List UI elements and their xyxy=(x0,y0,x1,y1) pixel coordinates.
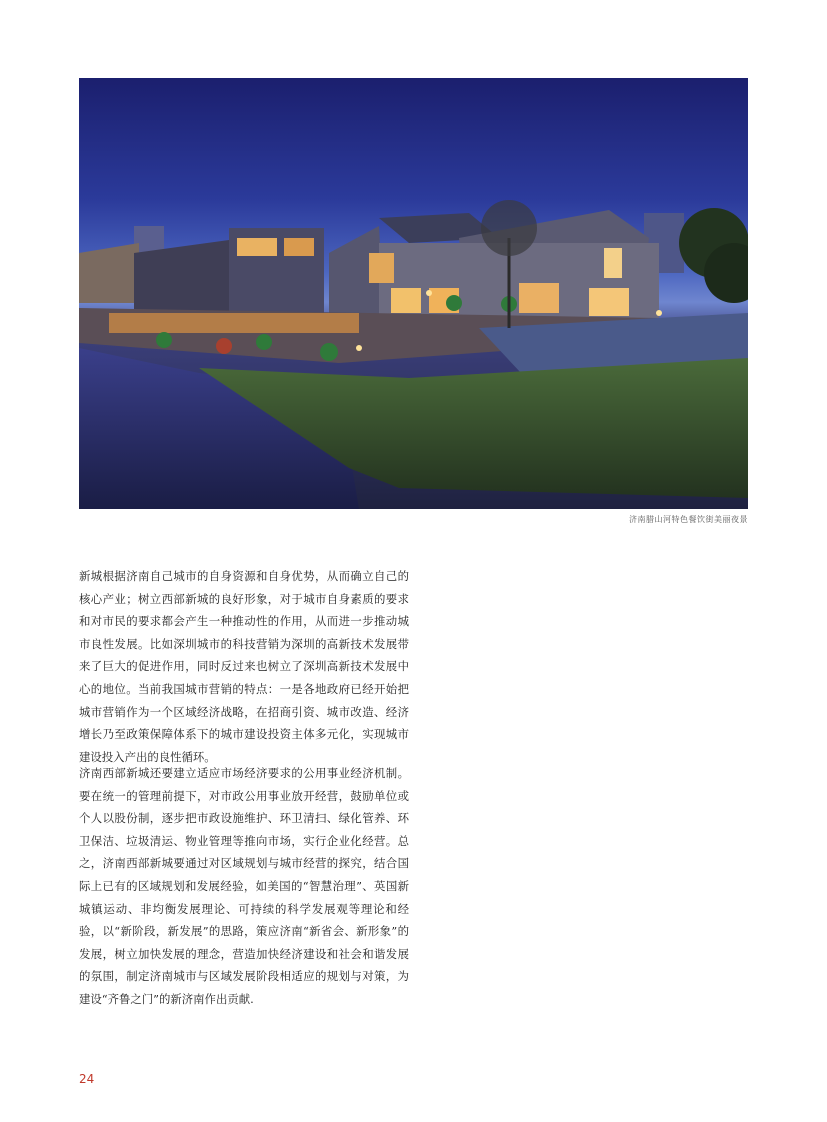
photo-caption: 济南腊山河特色餐饮街美丽夜景 xyxy=(629,515,748,524)
body-text-block-1 xyxy=(79,565,409,768)
night-street-photo xyxy=(79,78,748,509)
paragraph-1: 新城根据济南自己城市的自身资源和自身优势，从而确立自己的核心产业；树立西部新城的良好形象，对于城市自身素质的要求和对市民的要求都会产生一种推动性的作用，从而进一步推动城市良性发展。比如深圳城市的科技营销为深圳的高新技术发展带来了巨大的促进作用，同时反过来也树立了深圳高新技术发展中心的地位。当前我国城市营销的特点：一是各地政府已经开始把城市营销作为一个区域经济战略，在招商引资、城市改造、经济增长乃至政策保障体系下的城市建设投资主体多元化，实现城市建设投入产出的良性循环。 xyxy=(79,569,409,764)
paragraph-2: 济南西部新城还要建立适应市场经济要求的公用事业经济机制。要在统一的管理前提下，对市政公用事业放开经营，鼓励单位或个人以股份制，逐步把市政设施维护、环卫清扫、绿化管养、环卫保洁、垃圾清运、物业管理等推向市场，实行企业化经营。总之，济南西部新城要通过对区域规划与城市经营的探究，结合国际上已有的区域规划和发展经验，如美国的“智慧治理”、英国新城镇运动、非均衡发展理论、可持续的科学发展观等理论和经验，以“新阶段，新发展”的思路，策应济南“新省会、新形象”的发展，树立加快发展的理念，营造加快经济建设和社会和谐发展的氛围，制定济南城市与区域发展阶段相适应的规划与对策，为建设“齐鲁之门”的新济南作出贡献. xyxy=(79,766,409,1006)
page-number: 24 xyxy=(79,1072,95,1086)
body-text-block-2 xyxy=(79,762,409,1011)
